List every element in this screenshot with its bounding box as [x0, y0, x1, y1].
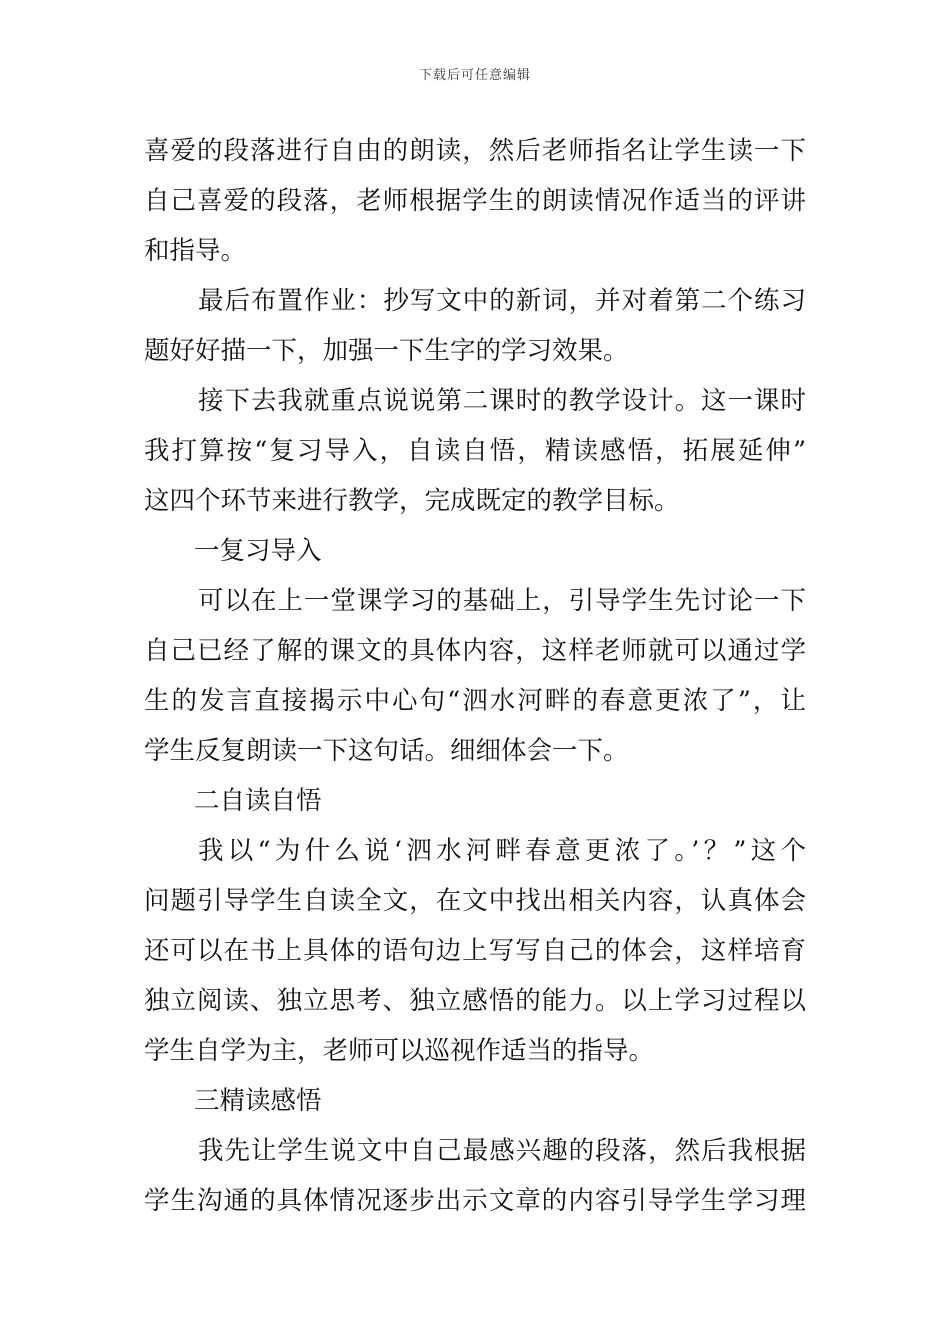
text-line: 我打算按“复习导入，自读自悟，精读感悟，拓展延伸” — [144, 436, 806, 466]
text-line: 生的发言直接揭示中心句“泗水河畔的春意更浓了”，让 — [144, 686, 806, 716]
text-line: 学生自学为主，老师可以巡视作适当的指导。 — [144, 1036, 655, 1066]
text-line: 题好好描一下，加强一下生字的学习效果。 — [144, 336, 629, 366]
text-line: 独立阅读、独立思考、独立感悟的能力。以上学习过程以 — [144, 986, 806, 1016]
text-line: 这四个环节来进行教学，完成既定的教学目标。 — [144, 486, 680, 516]
text-line: 问题引导学生自读全文，在文中找出相关内容，认真体会 — [144, 886, 806, 916]
text-line: 学生沟通的具体情况逐步出示文章的内容引导学生学习理 — [144, 1186, 806, 1216]
text-line: 和指导。 — [144, 236, 247, 266]
text-line: 喜爱的段落进行自由的朗读，然后老师指名让学生读一下 — [144, 136, 806, 166]
section-heading: 二自读自悟 — [194, 786, 322, 816]
text-line: 可以在上一堂课学习的基础上，引导学生先讨论一下 — [198, 586, 806, 616]
text-line: 接下去我就重点说说第二课时的教学设计。这一课时 — [198, 386, 806, 416]
page-header-note: 下载后可任意编辑 — [418, 68, 531, 83]
text-line: 还可以在书上具体的语句边上写写自己的体会，这样培育 — [144, 936, 806, 966]
text-line: 我先让学生说文中自己最感兴趣的段落，然后我根据 — [198, 1136, 806, 1166]
section-heading: 一复习导入 — [194, 536, 322, 566]
section-heading: 三精读感悟 — [194, 1086, 322, 1116]
text-line: 学生反复朗读一下这句话。细细体会一下。 — [144, 736, 629, 766]
body-text — [144, 126, 806, 1226]
text-line: 最后布置作业：抄写文中的新词，并对着第二个练习 — [198, 286, 806, 316]
text-line: 我以“为什么说‘泗水河畔春意更浓了。’？”这个 — [198, 836, 806, 866]
text-line: 自己喜爱的段落，老师根据学生的朗读情况作适当的评讲 — [144, 186, 806, 216]
text-line: 自己已经了解的课文的具体内容，这样老师就可以通过学 — [144, 636, 806, 666]
